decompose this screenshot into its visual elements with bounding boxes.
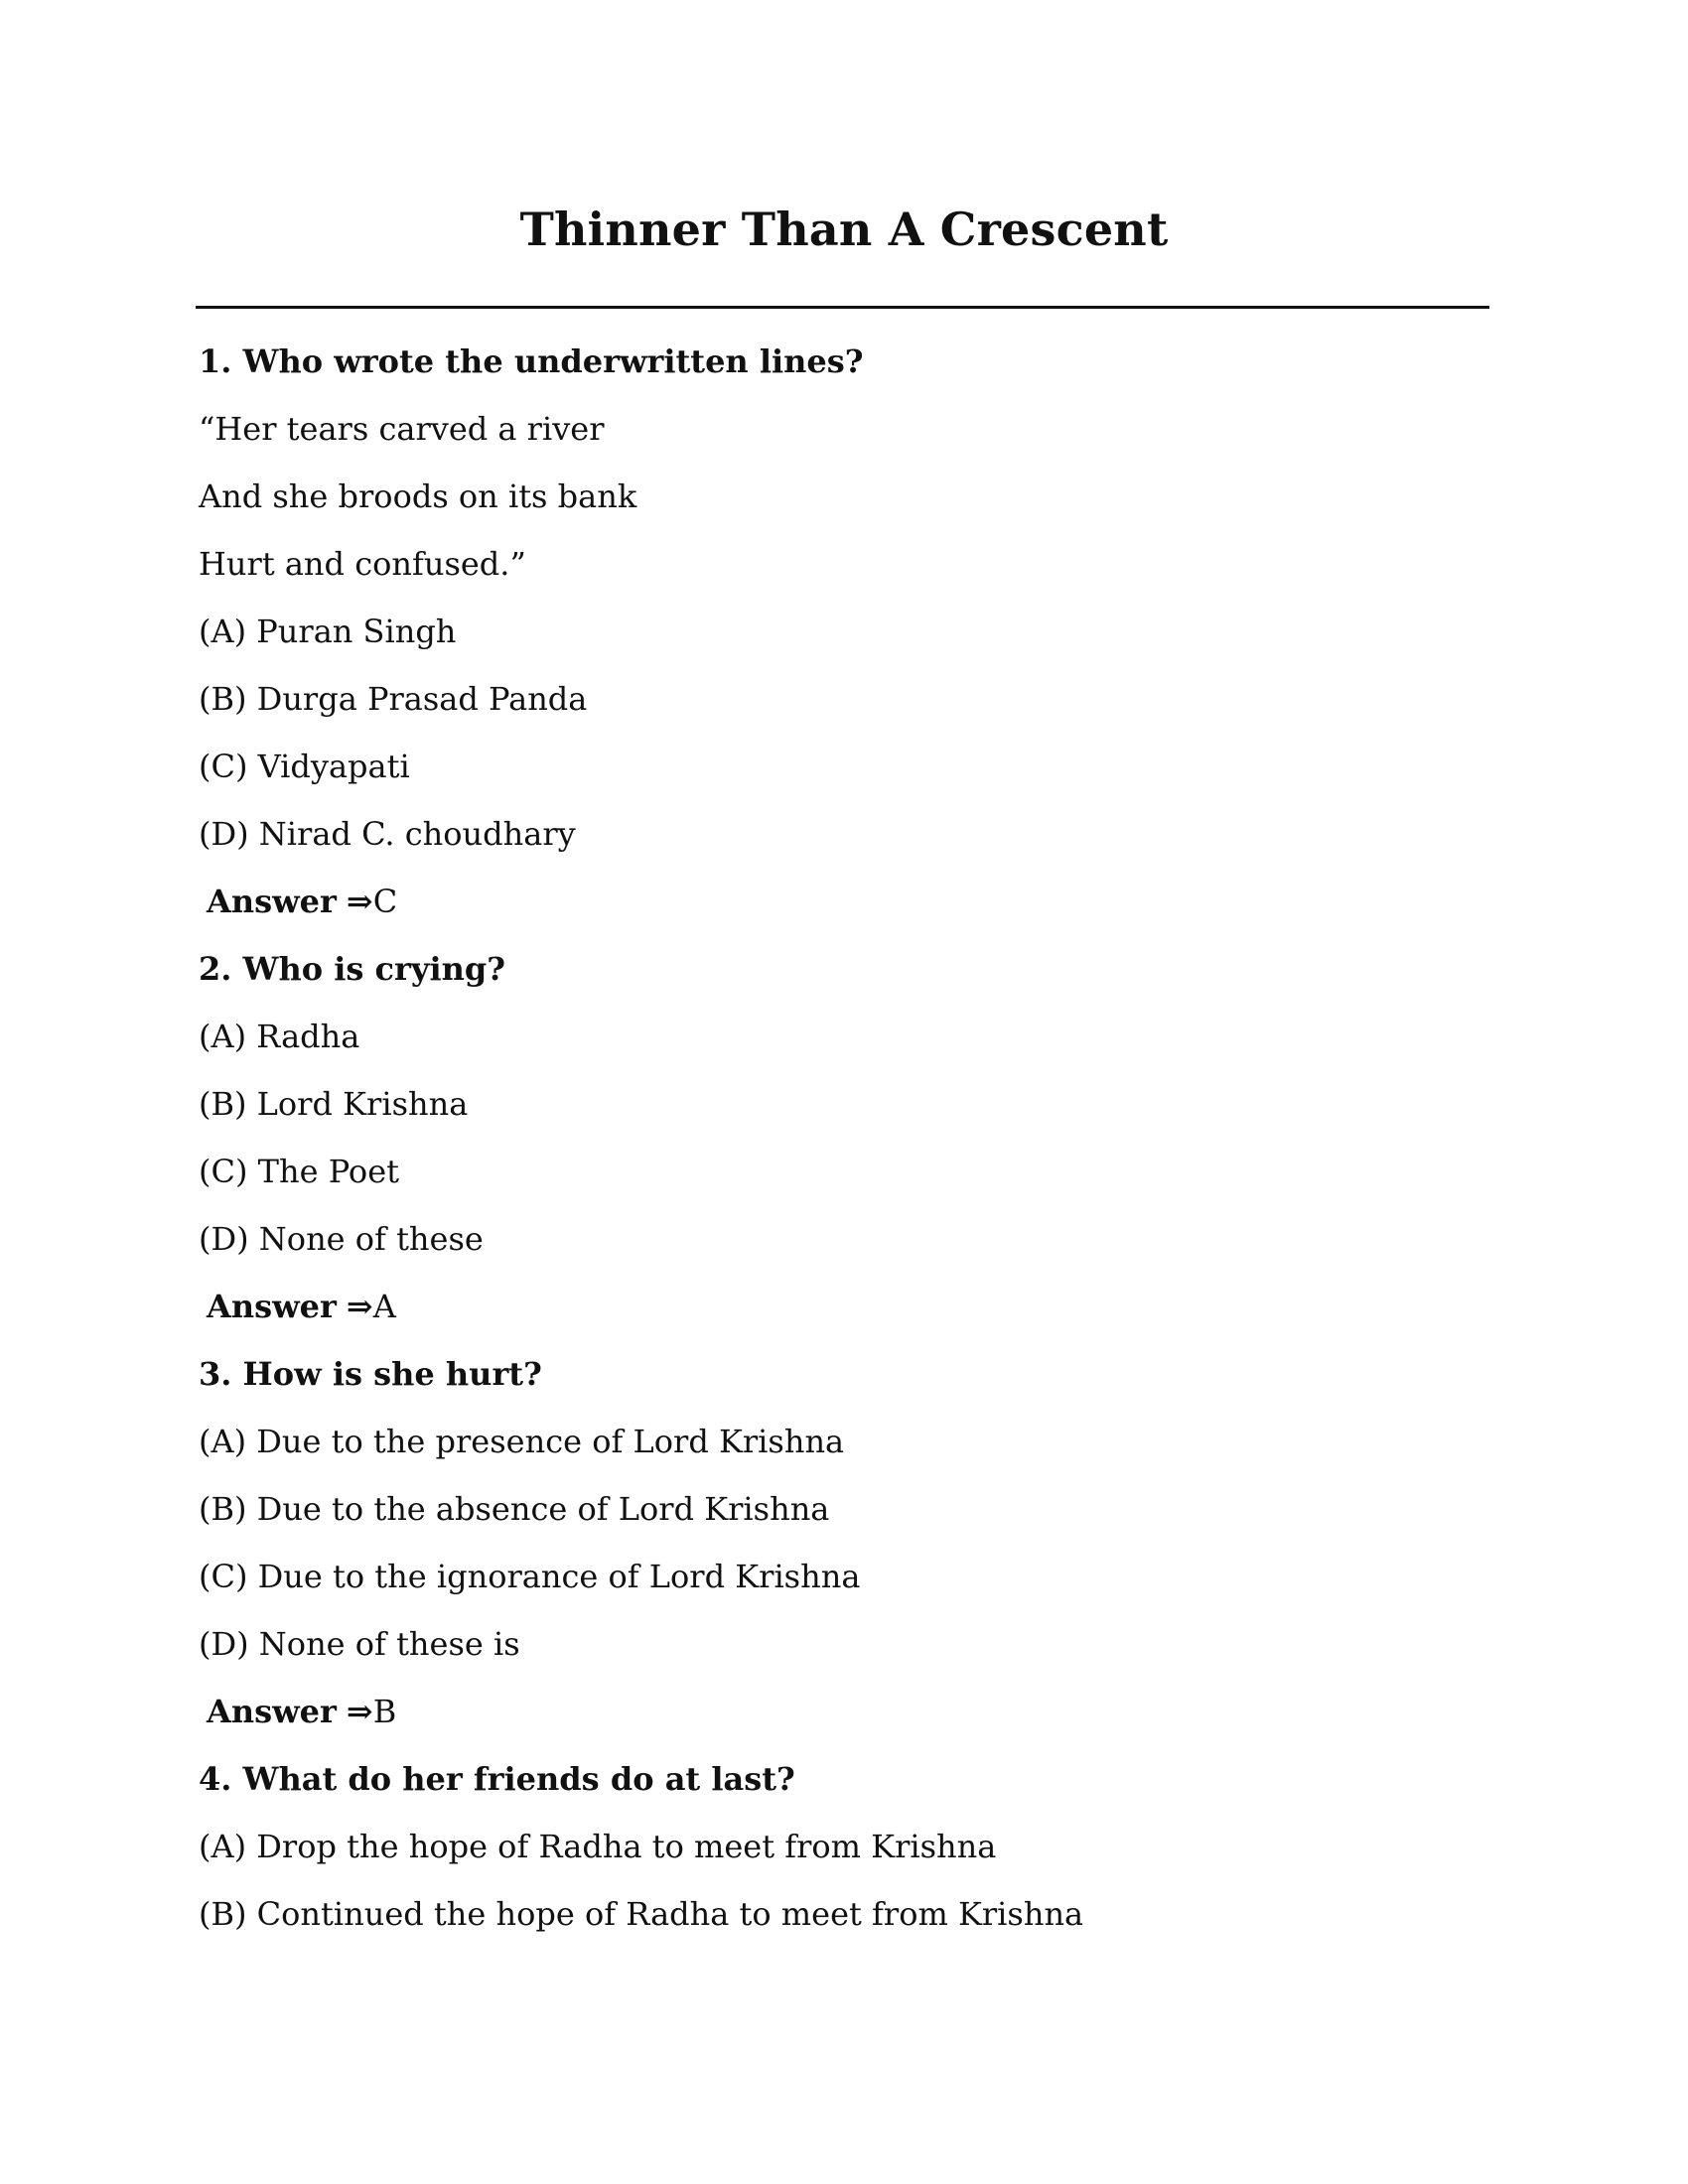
option-a: (A) Puran Singh (199, 613, 457, 650)
answer-line (199, 868, 1489, 935)
page-title: Thinner Than A Crescent (519, 203, 1169, 256)
answer-label: Answer (207, 1693, 337, 1730)
question-list (199, 328, 1489, 1948)
passage-line: “Her tears carved a river (199, 410, 605, 448)
option-a: (A) Due to the presence of Lord Krishna (199, 1423, 845, 1460)
double-right-arrow-icon: ⇒ (346, 883, 373, 920)
option-d: (D) None of these is (199, 1625, 520, 1663)
answer-value: B (372, 1693, 397, 1730)
option-b: (B) Durga Prasad Panda (199, 680, 588, 718)
title-divider (196, 306, 1489, 309)
passage-line: And she broods on its bank (199, 478, 637, 515)
answer-line (199, 1273, 1489, 1340)
option-b: (B) Lord Krishna (199, 1085, 469, 1123)
option-a: (A) Radha (199, 1018, 360, 1055)
question-block (199, 1745, 1489, 1948)
question-block (199, 935, 1489, 1340)
question-text: 3. How is she hurt? (199, 1355, 542, 1393)
option-d: (D) None of these (199, 1220, 484, 1258)
answer-label: Answer (207, 1288, 337, 1325)
question-text: 1. Who wrote the underwritten lines? (199, 342, 864, 380)
option-b: (B) Due to the absence of Lord Krishna (199, 1490, 830, 1528)
option-c: (C) The Poet (199, 1153, 399, 1190)
question-text: 4. What do her friends do at last? (199, 1760, 795, 1798)
option-a: (A) Drop the hope of Radha to meet from Krishna (199, 1828, 997, 1865)
answer-value: C (372, 883, 398, 920)
question-block (199, 1340, 1489, 1745)
option-c: (C) Due to the ignorance of Lord Krishna (199, 1558, 861, 1595)
answer-line (199, 1678, 1489, 1745)
option-d: (D) Nirad C. choudhary (199, 815, 576, 853)
question-text: 2. Who is crying? (199, 950, 506, 988)
answer-label: Answer (207, 883, 337, 920)
answer-value: A (372, 1288, 396, 1325)
option-b: (B) Continued the hope of Radha to meet from Krishna (199, 1895, 1084, 1933)
double-right-arrow-icon: ⇒ (346, 1288, 373, 1325)
question-block (199, 328, 1489, 935)
option-c: (C) Vidyapati (199, 748, 410, 785)
passage-line: Hurt and confused.” (199, 545, 526, 583)
double-right-arrow-icon: ⇒ (346, 1693, 373, 1730)
